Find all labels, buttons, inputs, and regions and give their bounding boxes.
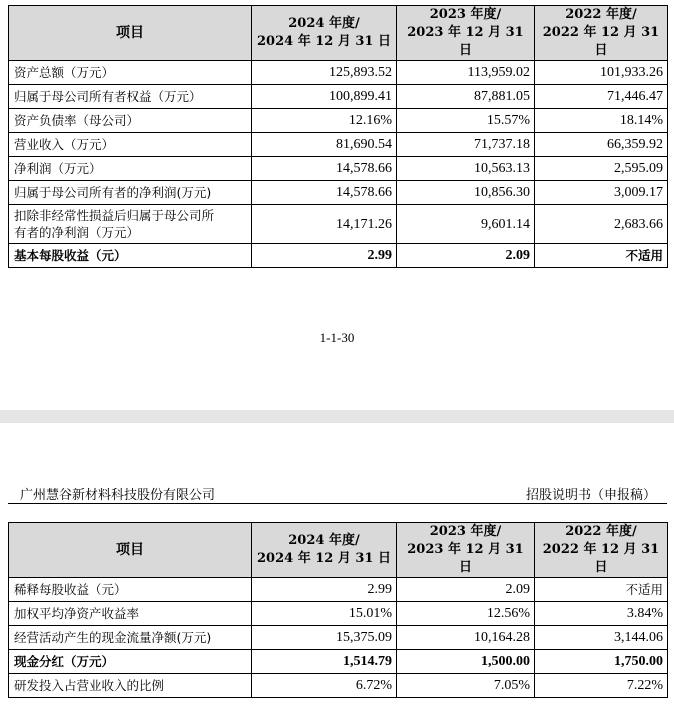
company-name-header: 广州慧谷新材料科技股份有限公司 [20,488,216,503]
value-2022: 7.22% [535,674,668,698]
table-row [9,181,668,205]
value-2024: 2.99 [252,578,397,602]
table-row [9,650,668,674]
value-2024: 100,899.41 [252,85,397,109]
value-2022: 2,683.66 [535,205,668,244]
page-number: 1-1-30 [319,330,355,345]
header-2022: 2022 年度/ 2022 年 12 月 31 日 [535,523,668,578]
value-2023: 12.56% [397,602,535,626]
row-label: 资产总额（万元） [9,61,252,85]
table-row [9,61,668,85]
value-2023: 113,959.02 [397,61,535,85]
table-header-row [9,6,668,61]
financial-indicators-table-2 [8,522,668,698]
document-title-header: 招股说明书（申报稿） [525,488,656,503]
value-2022: 66,359.92 [535,133,668,157]
value-2024: 125,893.52 [252,61,397,85]
row-label: 研发投入占营业收入的比例 [9,674,252,698]
value-2023: 87,881.05 [397,85,535,109]
value-2022: 3,144.06 [535,626,668,650]
value-2022: 不适用 [535,244,668,268]
header-item: 项目 [9,523,252,578]
row-label: 扣除非经常性损益后归属于母公司所 有者的净利润（万元） [9,205,252,244]
value-2022: 71,446.47 [535,85,668,109]
value-2024: 2.99 [252,244,397,268]
value-2023: 1,500.00 [397,650,535,674]
header-item: 项目 [9,6,252,61]
table-row [9,133,668,157]
row-label: 加权平均净资产收益率 [9,602,252,626]
table-row [9,244,668,268]
value-2024: 81,690.54 [252,133,397,157]
row-label: 营业收入（万元） [9,133,252,157]
value-2022: 3.84% [535,602,668,626]
row-label: 归属于母公司所有者的净利润(万元) [9,181,252,205]
value-2024: 1,514.79 [252,650,397,674]
value-2023: 2.09 [397,578,535,602]
value-2023: 10,164.28 [397,626,535,650]
row-label: 经营活动产生的现金流量净额(万元) [9,626,252,650]
header-2024: 2024 年度/ 2024 年 12 月 31 日 [252,523,397,578]
row-label: 现金分红（万元） [9,650,252,674]
value-2023: 9,601.14 [397,205,535,244]
row-label: 净利润（万元） [9,157,252,181]
value-2023: 10,856.30 [397,181,535,205]
page-break-divider [0,410,674,423]
table-row [9,205,668,244]
table-row [9,157,668,181]
row-label: 稀释每股收益（元） [9,578,252,602]
header-rule [8,503,667,504]
value-2024: 15,375.09 [252,626,397,650]
table-row [9,602,668,626]
value-2024: 6.72% [252,674,397,698]
header-2022: 2022 年度/ 2022 年 12 月 31 日 [535,6,668,61]
financial-indicators-table-1 [8,5,668,268]
value-2024: 12.16% [252,109,397,133]
value-2022: 不适用 [535,578,668,602]
value-2024: 14,578.66 [252,157,397,181]
value-2022: 3,009.17 [535,181,668,205]
value-2023: 7.05% [397,674,535,698]
row-label: 基本每股收益（元） [9,244,252,268]
value-2024: 14,171.26 [252,205,397,244]
value-2023: 71,737.18 [397,133,535,157]
table-row [9,578,668,602]
header-2023: 2023 年度/ 2023 年 12 月 31 日 [397,6,535,61]
value-2022: 2,595.09 [535,157,668,181]
header-2024: 2024 年度/ 2024 年 12 月 31 日 [252,6,397,61]
value-2022: 101,933.26 [535,61,668,85]
value-2022: 18.14% [535,109,668,133]
row-label: 资产负债率（母公司） [9,109,252,133]
value-2024: 14,578.66 [252,181,397,205]
table-header-row [9,523,668,578]
value-2023: 10,563.13 [397,157,535,181]
value-2023: 2.09 [397,244,535,268]
table-row [9,109,668,133]
value-2022: 1,750.00 [535,650,668,674]
table-row [9,85,668,109]
row-label: 归属于母公司所有者权益（万元） [9,85,252,109]
value-2024: 15.01% [252,602,397,626]
header-2023: 2023 年度/ 2023 年 12 月 31 日 [397,523,535,578]
value-2023: 15.57% [397,109,535,133]
table-row [9,626,668,650]
table-row [9,674,668,698]
